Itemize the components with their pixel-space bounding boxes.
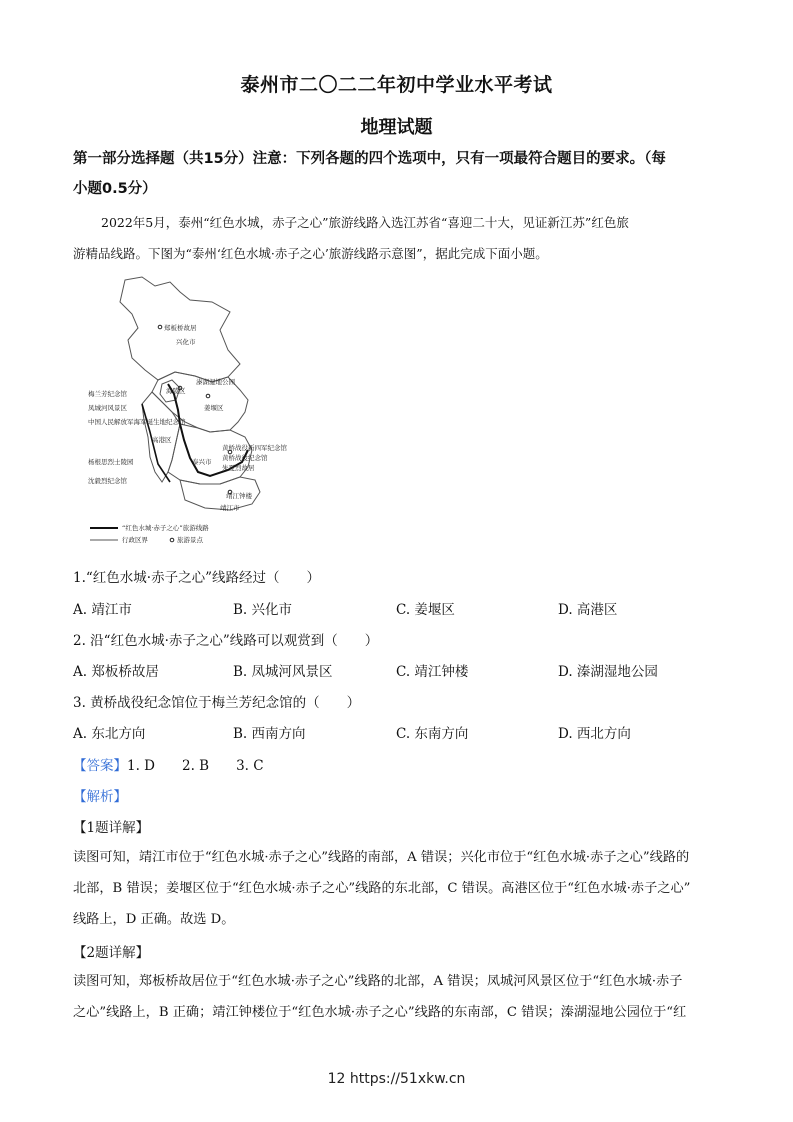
label-navy: 中国人民解放军海军诞生地纪念馆 [88,418,186,426]
label-yanggensi: 杨根思烈士陵园 [88,458,134,466]
label-jingjiangcity: 靖江市 [220,504,240,512]
answer-tag: 【答案】 [73,758,127,774]
question-1-stem: 1.“红色水城·赤子之心”线路经过（ ） [73,570,320,586]
question-1-option-d: D. 高港区 [558,602,618,618]
question-2-option-a: A. 郑板桥故居 [73,664,159,680]
q2-detail-line1: 读图可知，郑板桥故居位于“红色水城·赤子之心”线路的北部，A 错误；凤城河风景区位于“红色水城·赤子 [73,974,683,989]
intro-line1: 2022年5月，泰州“红色水城，赤子之心”旅游线路入选江苏省“喜迎二十大，见证新江苏”红色旅 [101,215,629,230]
intro-line2: 游精品线路。下图为“泰州‘红色水城·赤子之心’旅游线路示意图”，据此完成下面小题。 [73,246,548,261]
question-3-stem: 3. 黄桥战役纪念馆位于梅兰芳纪念馆的（ ） [73,695,361,711]
page-footer: 12 https://51xkw.cn [327,1071,466,1087]
label-zhengbanqiao: 郑板桥故居 [164,324,197,332]
q2-detail-tag: 【2题详解】 [73,945,150,961]
label-meilanfang: 梅兰芳纪念馆 [88,390,127,398]
legend-spot-swatch [170,538,174,542]
label-zhuoyuan: 朱夏烈故居 [222,464,255,472]
question-1-option-b: B. 兴化市 [233,602,293,618]
q1-detail-line1: 读图可知，靖江市位于“红色水城·赤子之心”线路的南部，A 错误；兴化市位于“红色水城·赤子之心”线路的 [73,850,690,865]
question-2-option-b: B. 凤城河风景区 [233,664,333,680]
question-3-option-b: B. 西南方向 [233,726,306,742]
label-jiangyan: 姜堰区 [204,404,224,412]
label-shenyi: 沈毅烈纪念馆 [88,477,127,485]
section-heading-line1: 第一部分选择题（共15分）注意：下列各题的四个选项中，只有一项最符合题目的要求。（每 [73,151,666,167]
label-fengcheng: 凤城河风景区 [88,404,127,412]
question-3-option-d: D. 西北方向 [558,726,631,742]
label-huangqiao2: 黄桥战役纪念馆 [222,454,268,462]
label-taixing: 泰兴市 [192,458,212,466]
label-gaogang: 高港区 [152,436,172,444]
answer-row [73,754,264,774]
label-qinhu: 溱湖湿地公园 [196,378,235,386]
question-2-option-d: D. 溱湖湿地公园 [558,664,658,680]
spot-qinhu [206,394,210,398]
section-heading-line2: 小题0.5分） [73,181,157,197]
legend-border-label: 行政区界 [122,536,148,544]
exam-title: 泰州市二〇二二年初中学业水平考试 [240,74,553,96]
answer-values: 1. D 2. B 3. C [127,758,264,774]
legend-spot-label: 旅游景点 [177,536,203,544]
route-map [80,272,310,552]
label-hailing: 海陵区 [166,387,186,395]
question-1-option-c: C. 姜堰区 [396,602,455,618]
q1-detail-tag: 【1题详解】 [73,820,150,836]
label-jingjiang: 靖江钟楼 [226,492,252,500]
legend-route-label: “红色水城·赤子之心”旅游线路 [122,524,209,532]
exam-subtitle: 地理试题 [360,117,433,138]
analysis-tag: 【解析】 [73,789,127,805]
question-2-option-c: C. 靖江钟楼 [396,664,469,680]
label-huangqiao: 黄桥战役新四军纪念馆 [222,444,287,452]
question-2-stem: 2. 沿“红色水城·赤子之心”线路可以观赏到（ ） [73,633,379,649]
question-3-option-a: A. 东北方向 [73,726,146,742]
q2-detail-line2: 之心”线路上，B 正确；靖江钟楼位于“红色水城·赤子之心”线路的东南部，C 错误；溱湖湿地公园位于“红 [73,1005,687,1020]
q1-detail-line2: 北部，B 错误；姜堰区位于“红色水城·赤子之心”线路的东北部，C 错误。高港区位于“红色水城·赤子之心” [73,881,691,896]
spot-zhengbanqiao [158,325,162,329]
label-xinghua: 兴化市 [176,338,196,346]
question-3-option-c: C. 东南方向 [396,726,469,742]
question-1-option-a: A. 靖江市 [73,602,132,618]
q1-detail-line3: 线路上，D 正确。故选 D。 [73,912,235,927]
